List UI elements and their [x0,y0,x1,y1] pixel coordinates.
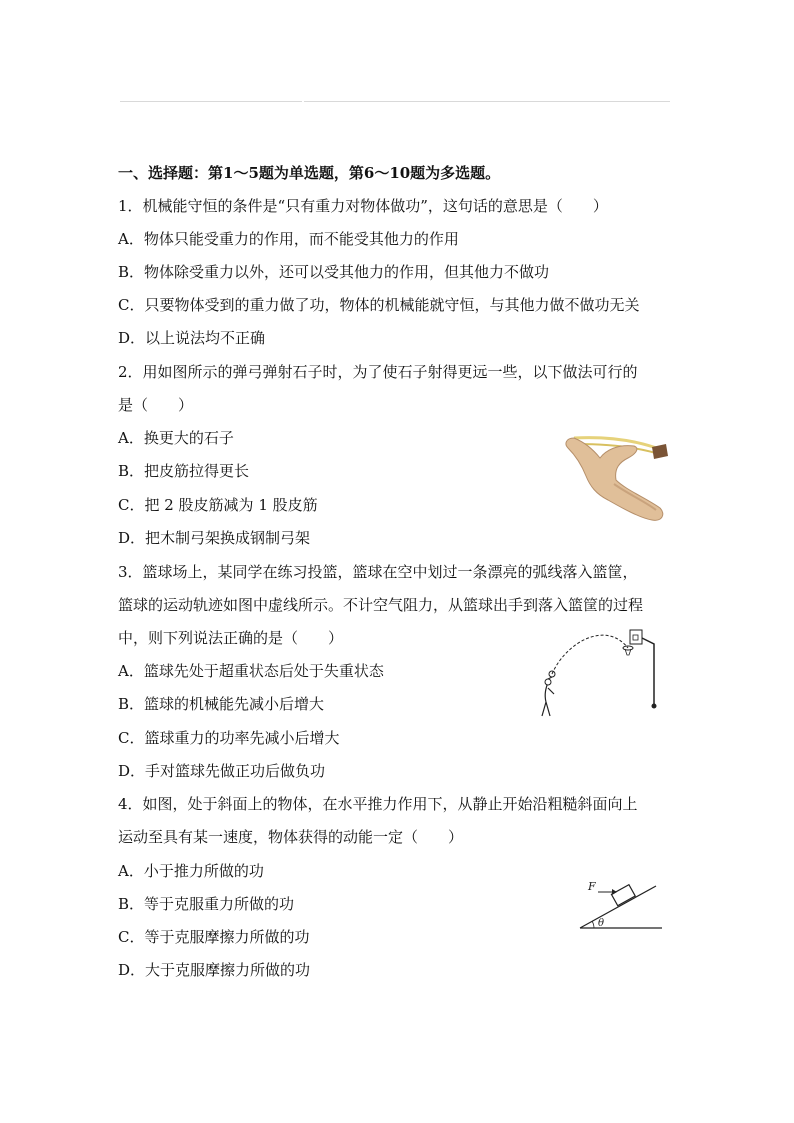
q1-stem-line-1: 1．机械能守恒的条件是“只有重力对物体做功”，这句话的意思是（ ） [118,197,608,215]
q2-option-c: C．把 2 股皮筋减为 1 股皮筋 [118,496,318,514]
q1-option-a: A．物体只能受重力的作用，而不能受其他力的作用 [118,230,459,248]
q1-option-d: D．以上说法均不正确 [118,329,266,347]
basketball-trajectory-figure [536,624,666,724]
q3-option-d: D．手对篮球先做正功后做负功 [118,762,326,780]
q3-stem-line-2: 篮球的运动轨迹如图中虚线所示。不计空气阻力，从篮球出手到落入篮筐的过程 [118,596,644,614]
section-title: 一、选择题：第1～5题为单选题，第6～10题为多选题。 [118,164,501,182]
q2-stem-line-1: 2．用如图所示的弹弓弹射石子时，为了使石子射得更远一些，以下做法可行的 [118,363,638,381]
q1-option-c: C．只要物体受到的重力做了功，物体的机械能就守恒，与其他力做不做功无关 [118,296,640,314]
q2-option-b: B．把皮筋拉得更长 [118,462,250,480]
angle-label: θ [598,918,605,929]
header-rule-left [120,101,302,102]
q2-option-d: D．把木制弓架换成钢制弓架 [118,529,311,547]
q3-option-b: B．篮球的机械能先减小后增大 [118,695,325,713]
q4-stem-line-2: 运动至具有某一速度，物体获得的动能一定（ ） [118,828,464,846]
q2-stem-line-2: 是（ ） [118,396,194,414]
q4-option-c: C．等于克服摩擦力所做的功 [118,928,310,946]
q4-option-d: D．大于克服摩擦力所做的功 [118,961,311,979]
q4-option-b: B．等于克服重力所做的功 [118,895,295,913]
q2-option-a: A．换更大的石子 [118,429,234,447]
incline-figure [574,872,666,934]
q4-option-a: A．小于推力所做的功 [118,862,264,880]
header-rule-right [304,101,670,102]
q3-stem-line-1: 3．篮球场上，某同学在练习投篮，篮球在空中划过一条漂亮的弧线落入篮筐， [118,563,638,581]
q4-stem-line-1: 4．如图，处于斜面上的物体，在水平推力作用下，从静止开始沿粗糙斜面向上 [118,795,638,813]
slingshot-figure [556,428,676,526]
q3-stem-line-3: 中，则下列说法正确的是（ ） [118,629,344,647]
q1-option-b: B．物体除受重力以外，还可以受其他力的作用，但其他力不做功 [118,263,550,281]
q3-option-a: A．篮球先处于超重状态后处于失重状态 [118,662,384,680]
force-label: F [588,880,596,893]
q3-option-c: C．篮球重力的功率先减小后增大 [118,729,340,747]
